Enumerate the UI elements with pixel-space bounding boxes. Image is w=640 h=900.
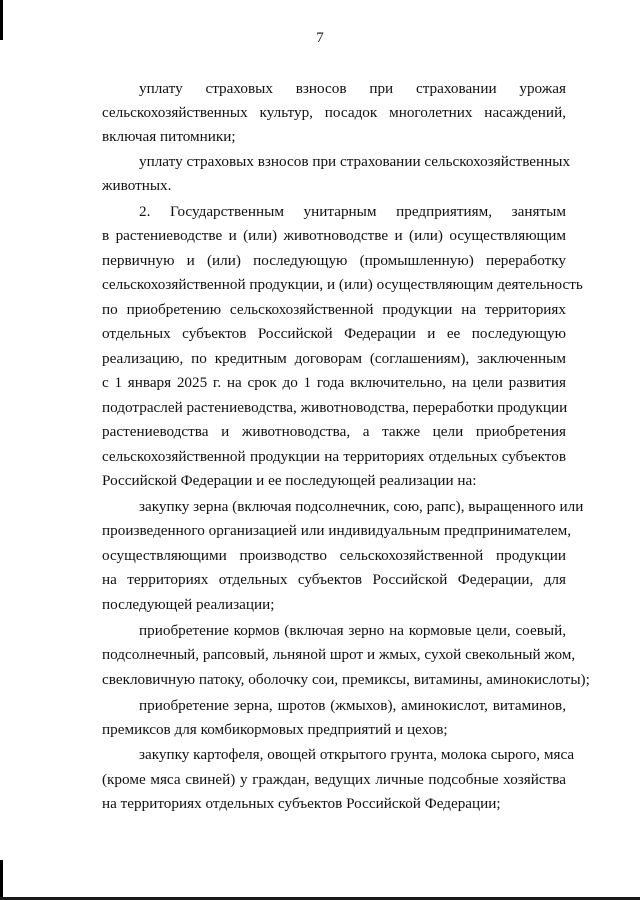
text-line: сельскохозяйственной продукции, и (или) осуществляющим деятельность — [102, 276, 583, 293]
page-number: 7 — [316, 30, 324, 46]
text-line: реализацию, по кредитным договорам (соглашениям), заключенным — [102, 350, 566, 367]
scan-edge-artifact — [0, 0, 3, 40]
text-line: уплату страховых взносов при страховании сельскохозяйственных — [139, 153, 571, 170]
text-line: сельскохозяйственных культур, посадок многолетних насаждений, — [102, 104, 566, 121]
text-line: растениеводства и животноводства, а также цели приобретения — [102, 423, 566, 440]
text-line: закупку зерна (включая подсолнечник, сою, рапс), выращенного или — [139, 498, 584, 515]
text-line: осуществляющими производство сельскохозяйственной продукции — [102, 547, 566, 564]
text-line: подсолнечный, рапсовый, льняной шрот и жмых, сухой свекольный жом, — [102, 646, 576, 663]
text-line: свекловичную патоку, оболочку сои, премиксы, витамины, аминокислоты); — [102, 671, 590, 688]
text-line: уплату страховых взносов при страховании урожая — [139, 80, 566, 97]
text-line: Российской Федерации и ее последующей реализации на: — [102, 472, 477, 489]
text-line: закупку картофеля, овощей открытого грунта, молока сырого, мяса — [139, 746, 575, 763]
text-line: приобретение кормов (включая зерно на кормовые цели, соевый, — [139, 622, 566, 639]
text-line: сельскохозяйственной продукции на территориях отдельных субъектов — [102, 448, 566, 465]
text-line: животных. — [102, 177, 172, 194]
text-line: в растениеводстве и (или) животноводстве и (или) осуществляющим — [102, 227, 566, 244]
text-line: первичную и (или) последующую (промышленную) переработку — [102, 252, 566, 269]
text-line: премиксов для комбикормовых предприятий и цехов; — [102, 721, 448, 738]
text-line: на территориях отдельных субъектов Российской Федерации, для — [102, 571, 566, 588]
scan-edge-artifact — [0, 860, 3, 900]
text-line: на территориях отдельных субъектов Российской Федерации; — [102, 795, 501, 812]
text-line: отдельных субъектов Российской Федерации и ее последующую — [102, 325, 566, 342]
text-line: подотраслей растениеводства, животноводства, переработки продукции — [102, 399, 568, 416]
text-line: (кроме мяса свиней) у граждан, ведущих личные подсобные хозяйства — [102, 771, 566, 788]
text-line: последующей реализации; — [102, 596, 275, 613]
text-line: 2. Государственным унитарным предприятиям, занятым — [139, 203, 566, 220]
text-line: с 1 января 2025 г. на срок до 1 года включительно, на цели развития — [102, 374, 566, 391]
text-line: по приобретению сельскохозяйственной продукции на территориях — [102, 301, 566, 318]
text-line: произведенного организацией или индивидуальным предпринимателем, — [102, 522, 572, 539]
text-line: приобретение зерна, шротов (жмыхов), аминокислот, витаминов, — [139, 697, 566, 714]
text-line: включая питомники; — [102, 128, 236, 145]
